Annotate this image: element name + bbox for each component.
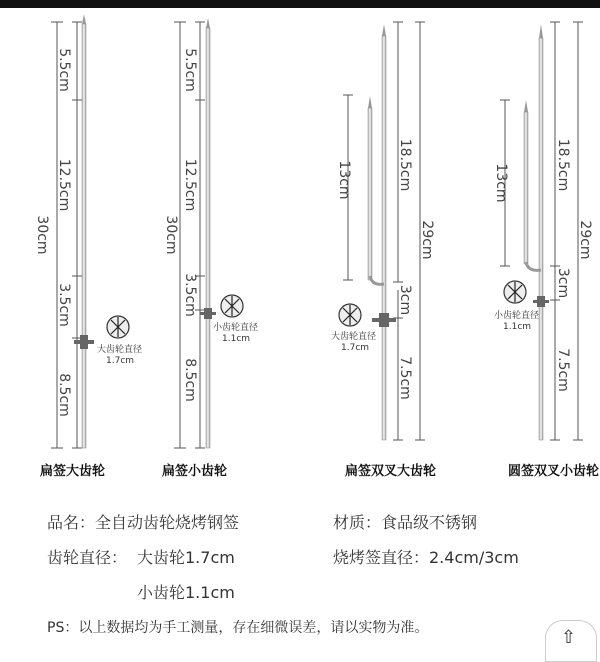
gear-small-value: 小齿轮1.1cm [137, 583, 235, 602]
p3-fork-label: 13cm [336, 160, 352, 200]
gear-diameter-label: 齿轮直径： [47, 548, 128, 567]
skewer-rods [82, 14, 543, 448]
up-arrow-icon: ⇧ [561, 627, 577, 648]
p3-gear-size: 1.7cm [341, 343, 370, 353]
p2-seg4-label: 8.5cm [182, 358, 198, 402]
p2-seg2-label: 12.5cm [182, 158, 198, 212]
p1-seg4-label: 8.5cm [56, 373, 72, 417]
p3-gear-label: 大齿轮直径 [331, 332, 377, 342]
p1-gear-size: 1.7cm [106, 356, 135, 366]
p3-seg3-label: 7.5cm [397, 356, 413, 400]
product-caption-2: 扁签小齿轮 [162, 464, 228, 479]
rod-gears [74, 296, 549, 349]
p4-gear-size: 1.1cm [503, 322, 532, 332]
p3-seg1-label: 18.5cm [397, 138, 413, 192]
scroll-top-button[interactable] [545, 620, 597, 662]
ps-note: PS：以上数据均为手工测量，存在细微误差，请以实物为准。 [47, 620, 429, 636]
p4-seg2-label: 3cm [555, 267, 571, 299]
p1-seg3-label: 3.5cm [56, 283, 72, 327]
p1-seg1-label: 5.5cm [56, 48, 72, 92]
p3-total-label: 29cm [419, 220, 435, 260]
p2-total-label: 30cm [163, 215, 179, 255]
p1-gear-label: 大齿轮直径 [97, 345, 143, 355]
p2-gear-size: 1.1cm [222, 334, 251, 344]
p4-gear-label: 小齿轮直径 [494, 311, 540, 321]
gear-zoom-icons [107, 281, 526, 338]
p1-seg2-label: 12.5cm [56, 158, 72, 212]
p4-total-label: 29cm [577, 220, 593, 260]
product-caption-4: 圆签双叉小齿轮 [508, 464, 600, 479]
p4-seg1-label: 18.5cm [555, 138, 571, 192]
p4-fork-label: 13cm [493, 163, 509, 203]
skewer-diameter-line: 烧烤签直径：2.4cm/3cm [333, 548, 519, 567]
p4-seg3-label: 7.5cm [555, 348, 571, 392]
product-caption-1: 扁签大齿轮 [40, 464, 106, 479]
product-caption-3: 扁签双叉大齿轮 [345, 464, 437, 479]
material-line: 材质：食品级不锈钢 [333, 513, 478, 532]
p3-seg2-label: 3cm [397, 284, 413, 316]
p2-seg3-label: 3.5cm [182, 273, 198, 317]
p1-total-label: 30cm [34, 215, 50, 255]
product-name-line: 品名：全自动齿轮烧烤钢签 [47, 513, 240, 532]
p2-gear-label: 小齿轮直径 [213, 323, 259, 333]
p2-seg1-label: 5.5cm [182, 48, 198, 92]
gear-big-value: 大齿轮1.7cm [137, 548, 235, 567]
